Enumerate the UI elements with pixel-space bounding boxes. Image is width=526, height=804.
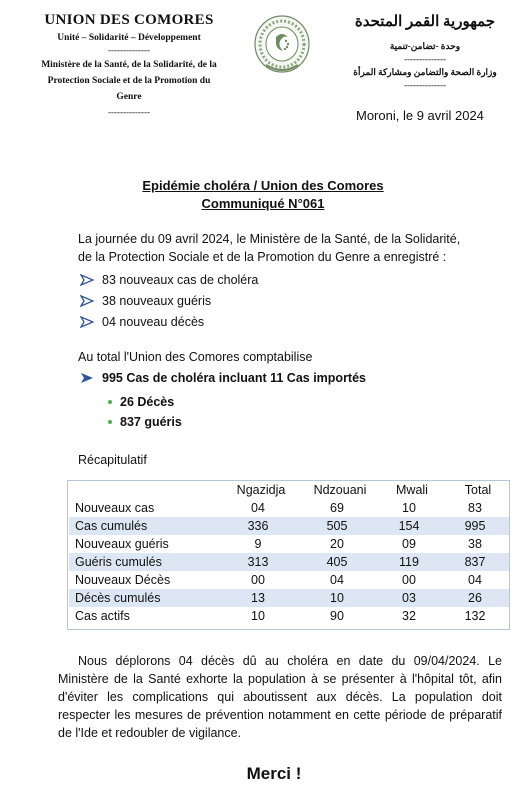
table-row: Nouveaux guéris 9 20 09 38 [75,537,482,551]
list-item: 26 Décès [108,395,174,409]
ministry-name-ar: وزارة الصحة والتضامن ومشاركة المرأة [353,67,497,77]
header-right [350,12,500,90]
closing-paragraph: Nous déplorons 04 décès dû au choléra en date du 09/04/2024. Le Ministère de la Santé exhorte la population à se présenter à l'hôpital tôt, afin d'éviter les complications qui aboutissent aux décès. La population doit respecter les mesures de prévention notamment en cette période de préparatif de l'Ide et redoubler de vigilance. [58,654,502,740]
table-header-row: Ngazidja Ndzouani Mwali Total [236,483,492,497]
seal-icon [252,13,312,79]
table-row: Cas cumulés 336 505 154 995 [69,517,509,535]
total-intro: Au total l'Union des Comores comptabilise [78,350,313,364]
total-main: 995 Cas de choléra incluant 11 Cas importés [80,371,366,385]
header-left [22,12,236,117]
list-item: 38 nouveaux guéris [80,294,211,308]
motto-ar: وحدة -تضامن-تنمية [389,41,461,51]
arrow-bullet-icon [80,274,94,286]
recap-table [69,481,509,625]
recap-label: Récapitulatif [78,453,147,467]
table-row: Nouveaux cas 04 69 10 83 [75,501,482,515]
motto-fr: Unité – Solidarité – Développement [57,33,201,43]
arrow-bullet-icon [80,316,94,328]
list-item: 04 nouveau décès [80,315,204,329]
table-row: Décès cumulés 13 10 03 26 [69,589,509,607]
arrow-bullet-icon [80,372,94,384]
table-row: Guéris cumulés 313 405 119 837 [69,553,509,571]
separator: -------------- [404,54,446,64]
closing-thanks: Merci ! [246,764,302,783]
document-title: Epidémie choléra / Union des Comores [142,178,384,193]
communique-number: Communiqué N°061 [201,196,325,211]
ministry-name-fr: Ministère de la Santé, de la Solidarité, de la Protection Sociale et de la Promotion du Genre [41,60,217,102]
intro-paragraph: La journée du 09 avril 2024, le Ministère de la Santé, de la Solidarité, de la Protection Sociale et de la Promotion du Genre a enregistré : [78,232,461,264]
country-name-fr: UNION DES COMORES [44,12,214,28]
dot-bullet-icon [108,420,112,424]
seal-emblem [252,13,312,79]
table-row: Nouveaux Décès 00 04 00 04 [75,573,482,587]
separator: -------------- [108,107,150,117]
table-row: Cas actifs 10 90 32 132 [75,609,486,623]
separator: -------------- [108,45,150,55]
document-date: Moroni, le 9 avril 2024 [356,108,484,123]
list-item: 83 nouveaux cas de choléra [80,273,258,287]
arrow-bullet-icon [80,295,94,307]
list-item: 837 guéris [108,415,182,429]
country-name-ar: جمهورية القمر المتحدة [354,14,496,30]
dot-bullet-icon [108,400,112,404]
separator: -------------- [404,80,446,90]
